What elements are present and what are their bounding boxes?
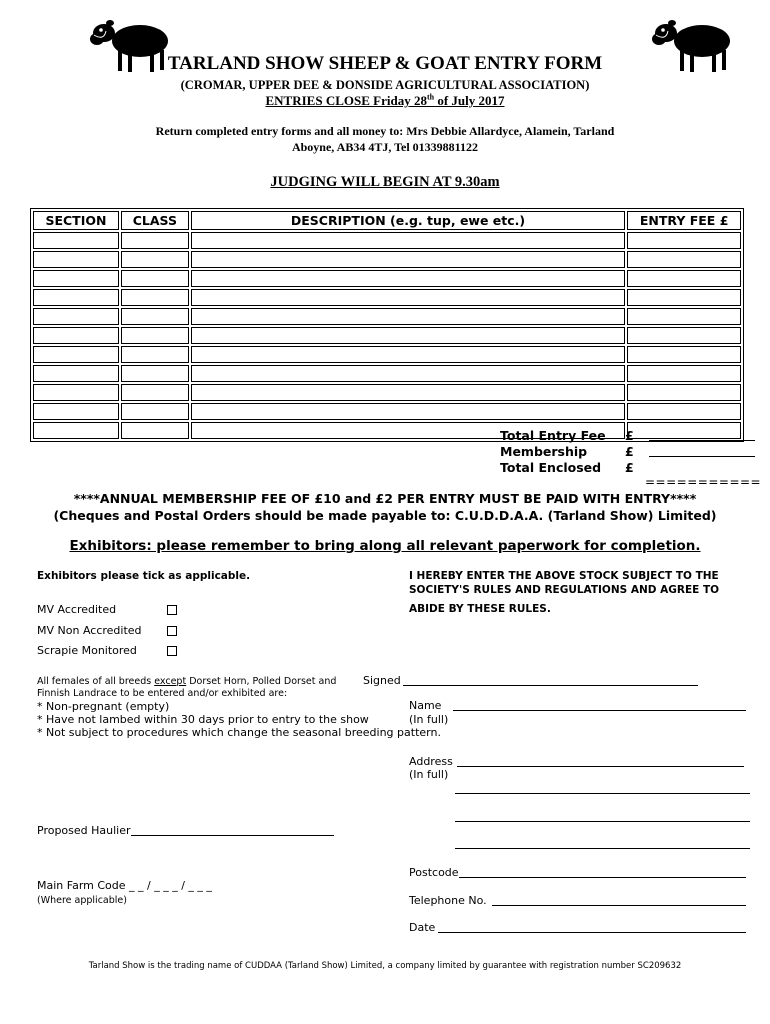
section-cell[interactable] bbox=[33, 365, 119, 382]
description-cell[interactable] bbox=[191, 346, 625, 363]
address-field-3[interactable] bbox=[455, 809, 750, 822]
name-label: Name bbox=[409, 699, 442, 712]
column-header-class: CLASS bbox=[121, 211, 189, 230]
declaration-line2: SOCIETY'S RULES AND REGULATIONS AND AGREE TO bbox=[409, 584, 720, 596]
membership-currency: £ bbox=[625, 444, 634, 459]
entry-fee-cell[interactable] bbox=[627, 403, 741, 420]
entry-fee-cell[interactable] bbox=[627, 384, 741, 401]
mv-accredited-label: MV Accredited bbox=[37, 603, 117, 616]
class-cell[interactable] bbox=[121, 232, 189, 249]
table-row bbox=[33, 384, 741, 401]
section-cell[interactable] bbox=[33, 270, 119, 287]
description-cell[interactable] bbox=[191, 232, 625, 249]
membership-label: Membership bbox=[500, 444, 588, 459]
entry-fee-cell[interactable] bbox=[627, 251, 741, 268]
entry-fee-cell[interactable] bbox=[627, 308, 741, 325]
postcode-field[interactable] bbox=[459, 865, 746, 878]
entry-fee-cell[interactable] bbox=[627, 270, 741, 287]
total-enclosed-currency: £ bbox=[625, 460, 634, 475]
membership-field[interactable] bbox=[649, 444, 755, 457]
table-row bbox=[33, 365, 741, 382]
section-cell[interactable] bbox=[33, 308, 119, 325]
table-header-row bbox=[33, 211, 741, 230]
cheques-notice: (Cheques and Postal Orders should be made payable to: C.U.D.D.A.A. (Tarland Show) Limited) bbox=[53, 508, 717, 523]
total-enclosed-label: Total Enclosed bbox=[500, 460, 602, 475]
table-row bbox=[33, 403, 741, 420]
total-entry-fee-field[interactable] bbox=[649, 428, 755, 441]
class-cell[interactable] bbox=[121, 403, 189, 420]
description-cell[interactable] bbox=[191, 308, 625, 325]
table-row bbox=[33, 270, 741, 287]
telephone-field[interactable] bbox=[492, 893, 746, 906]
section-cell[interactable] bbox=[33, 384, 119, 401]
name-field[interactable] bbox=[453, 698, 746, 711]
table-row bbox=[33, 308, 741, 325]
table-row bbox=[33, 422, 741, 439]
membership-notice: ****ANNUAL MEMBERSHIP FEE OF £10 and £2 PER ENTRY MUST BE PAID WITH ENTRY**** bbox=[73, 491, 697, 506]
females-bullet-1: * Non-pregnant (empty) bbox=[37, 700, 170, 713]
section-cell[interactable] bbox=[33, 232, 119, 249]
class-cell[interactable] bbox=[121, 422, 189, 439]
description-cell[interactable] bbox=[191, 289, 625, 306]
column-header-entry-fee: ENTRY FEE £ bbox=[627, 211, 741, 230]
signed-label: Signed bbox=[363, 674, 401, 687]
class-cell[interactable] bbox=[121, 270, 189, 287]
name-note: (In full) bbox=[409, 713, 449, 726]
address-field-1[interactable] bbox=[457, 754, 744, 767]
scrapie-monitored-label: Scrapie Monitored bbox=[37, 644, 137, 657]
section-cell[interactable] bbox=[33, 251, 119, 268]
table-row bbox=[33, 289, 741, 306]
table-row bbox=[33, 327, 741, 344]
farm-code-note: (Where applicable) bbox=[37, 895, 127, 906]
address-note: (In full) bbox=[409, 768, 449, 781]
telephone-label: Telephone No. bbox=[409, 894, 487, 907]
class-cell[interactable] bbox=[121, 251, 189, 268]
declaration-line3: ABIDE BY THESE RULES. bbox=[409, 603, 551, 615]
column-header-description: DESCRIPTION (e.g. tup, ewe etc.) bbox=[191, 211, 625, 230]
total-double-rule: =========== bbox=[645, 475, 762, 489]
section-cell[interactable] bbox=[33, 346, 119, 363]
class-cell[interactable] bbox=[121, 308, 189, 325]
return-address-line2: Aboyne, AB34 4TJ, Tel 01339881122 bbox=[291, 140, 479, 154]
total-entry-fee-currency: £ bbox=[625, 428, 634, 443]
farm-code-field[interactable]: Main Farm Code _ _ / _ _ _ / _ _ _ bbox=[37, 879, 212, 892]
table-row bbox=[33, 251, 741, 268]
mv-non-accredited-checkbox[interactable] bbox=[167, 626, 177, 636]
table-row bbox=[33, 232, 741, 249]
entry-fee-cell[interactable] bbox=[627, 327, 741, 344]
class-cell[interactable] bbox=[121, 327, 189, 344]
description-cell[interactable] bbox=[191, 327, 625, 344]
females-bullet-3: * Not subject to procedures which change the seasonal breeding pattern. bbox=[37, 726, 441, 739]
entries-close-date: ENTRIES CLOSE Friday 28th of July 2017 bbox=[265, 93, 505, 109]
date-field[interactable] bbox=[438, 920, 746, 933]
total-entry-fee-label: Total Entry Fee bbox=[500, 428, 606, 443]
section-cell[interactable] bbox=[33, 403, 119, 420]
paperwork-notice: Exhibitors: please remember to bring along all relevant paperwork for completion. bbox=[69, 538, 701, 554]
entry-fee-cell[interactable] bbox=[627, 365, 741, 382]
scrapie-monitored-checkbox[interactable] bbox=[167, 646, 177, 656]
section-cell[interactable] bbox=[33, 289, 119, 306]
class-cell[interactable] bbox=[121, 384, 189, 401]
address-field-2[interactable] bbox=[455, 781, 750, 794]
footer-note: Tarland Show is the trading name of CUDDAA (Tarland Show) Limited, a company limited by guarantee with registration number SC209632 bbox=[88, 961, 682, 971]
females-rule-line2: Finnish Landrace to be entered and/or exhibited are: bbox=[37, 688, 288, 699]
declaration-line1: I HEREBY ENTER THE ABOVE STOCK SUBJECT TO THE bbox=[409, 570, 719, 582]
judging-time: JUDGING WILL BEGIN AT 9.30am bbox=[270, 174, 500, 190]
mv-non-accredited-label: MV Non Accredited bbox=[37, 624, 142, 637]
entries-table bbox=[30, 208, 744, 442]
form-title: TARLAND SHOW SHEEP & GOAT ENTRY FORM bbox=[167, 53, 603, 74]
address-field-4[interactable] bbox=[455, 836, 750, 849]
entry-fee-cell[interactable] bbox=[627, 232, 741, 249]
class-cell[interactable] bbox=[121, 289, 189, 306]
description-cell[interactable] bbox=[191, 251, 625, 268]
class-cell[interactable] bbox=[121, 365, 189, 382]
postcode-label: Postcode bbox=[409, 866, 459, 879]
entry-fee-cell[interactable] bbox=[627, 346, 741, 363]
signed-field[interactable] bbox=[403, 673, 698, 686]
females-bullet-2: * Have not lambed within 30 days prior to entry to the show bbox=[37, 713, 369, 726]
class-cell[interactable] bbox=[121, 346, 189, 363]
females-rule-line1: All females of all breeds except Dorset Horn, Polled Dorset and bbox=[37, 676, 337, 687]
description-cell[interactable] bbox=[191, 365, 625, 382]
association-subtitle: (CROMAR, UPPER DEE & DONSIDE AGRICULTURAL ASSOCIATION) bbox=[180, 78, 590, 92]
date-label: Date bbox=[409, 921, 436, 934]
table-row bbox=[33, 346, 741, 363]
address-label: Address bbox=[409, 755, 453, 768]
tick-heading: Exhibitors please tick as applicable. bbox=[37, 570, 251, 582]
description-cell[interactable] bbox=[191, 384, 625, 401]
column-header-section: SECTION bbox=[33, 211, 119, 230]
description-cell[interactable] bbox=[191, 403, 625, 420]
description-cell[interactable] bbox=[191, 270, 625, 287]
mv-accredited-checkbox[interactable] bbox=[167, 605, 177, 615]
entry-fee-cell[interactable] bbox=[627, 289, 741, 306]
haulier-label: Proposed Haulier bbox=[37, 824, 131, 837]
section-cell[interactable] bbox=[33, 422, 119, 439]
section-cell[interactable] bbox=[33, 327, 119, 344]
return-address-line1: Return completed entry forms and all money to: Mrs Debbie Allardyce, Alamein, Tarland bbox=[155, 124, 615, 138]
haulier-field[interactable] bbox=[131, 823, 334, 836]
